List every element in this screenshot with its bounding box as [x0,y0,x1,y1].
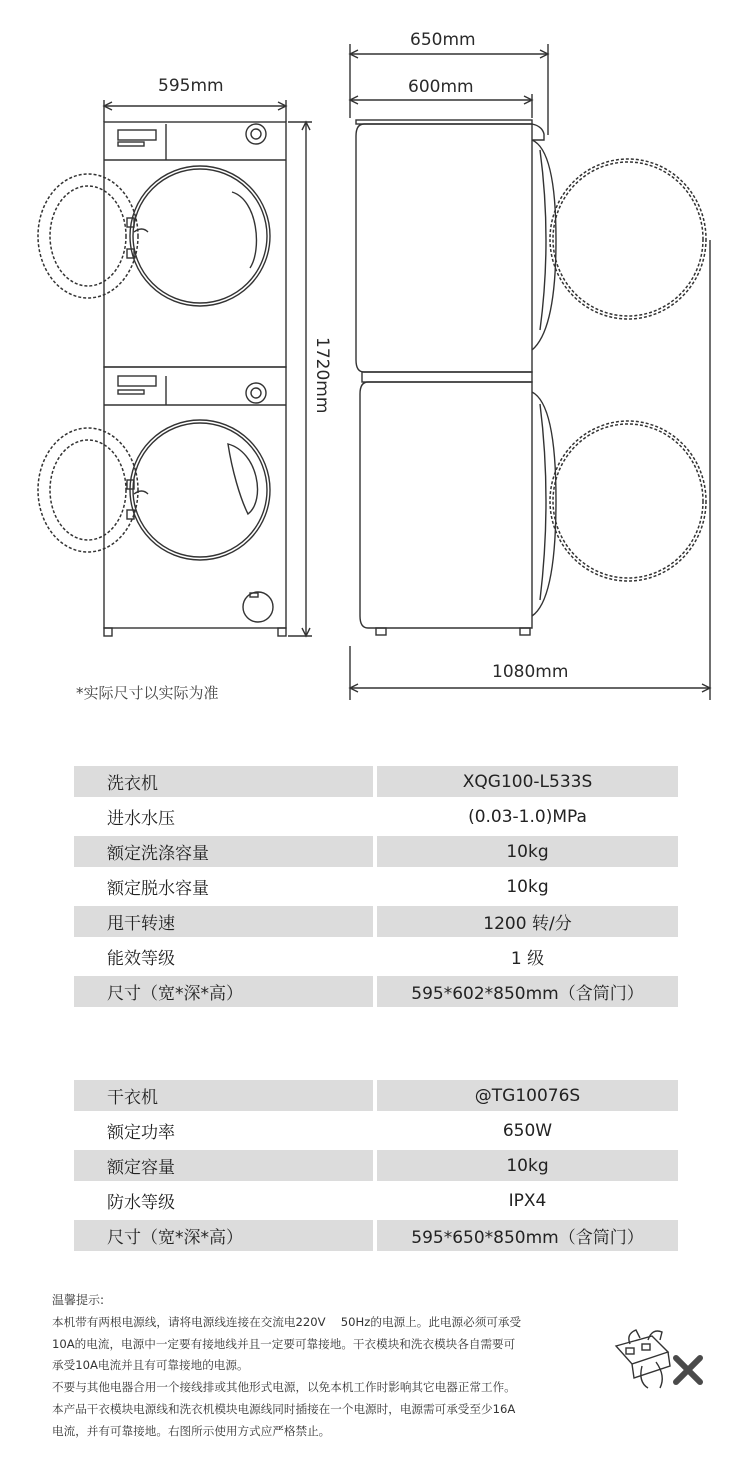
spec-label: 尺寸（宽*深*高） [74,976,373,1007]
warm-tips-line: 本产品干衣模块电源线和洗衣机模块电源线同时插接在一个电源时，电源需可承受至少16A [52,1401,516,1416]
table-row [74,1115,678,1146]
spec-value: 10kg [373,871,678,902]
spec-value: 595*650*850mm（含筒门） [373,1220,678,1251]
table-row [74,941,678,972]
spec-value: 10kg [373,1150,678,1181]
spec-value: 10kg [373,836,678,867]
side-total-depth-label: 650mm [410,30,476,50]
spec-value: XQG100-L533S [373,766,678,797]
spec-value: 595*602*850mm（含筒门） [373,976,678,1007]
table-row [74,1150,678,1181]
spec-label: 防水等级 [74,1185,373,1216]
table-row [74,871,678,902]
spec-label: 额定容量 [74,1150,373,1181]
warm-tips-title: 温馨提示: [52,1293,105,1307]
front-width-label: 595mm [158,76,224,96]
washer-spec-table [74,762,678,1011]
warm-tips [52,1290,604,1443]
open-depth-label: 1080mm [492,662,569,682]
table-row [74,1185,678,1216]
table-row [74,766,678,797]
spec-value: 1200 转/分 [373,906,678,937]
table-row [74,836,678,867]
spec-label: 进水水压 [74,801,373,832]
spec-label: 洗衣机 [74,766,373,797]
warm-tips-line: 承受10A电流并且有可靠接地的电源。 [52,1358,249,1373]
spec-value: 650W [373,1115,678,1146]
spec-label: 尺寸（宽*深*高） [74,1220,373,1251]
plug-prohibited-icon [612,1322,708,1402]
spec-value: 1 级 [373,941,678,972]
warm-tips-line: 本机带有两根电源线，请将电源线连接在交流电220V 50Hz的电源上。此电源必须可承受 [52,1314,522,1329]
spec-label: 额定脱水容量 [74,871,373,902]
spec-value: IPX4 [373,1185,678,1216]
table-row [74,1220,678,1251]
spec-label: 甩干转速 [74,906,373,937]
warm-tips-line: 电流，并有可靠接地。右图所示使用方式应严格禁止。 [52,1423,331,1438]
spec-value: @TG10076S [373,1080,678,1111]
side-body-depth-label: 600mm [408,77,474,97]
height-label: 1720mm [312,337,332,414]
table-row [74,976,678,1007]
warm-tips-line: 不要与其他电器合用一个接线排或其他形式电源，以免本机工作时影响其它电器正常工作。 [52,1380,516,1395]
spec-label: 额定洗涤容量 [74,836,373,867]
spec-label: 能效等级 [74,941,373,972]
table-row [74,906,678,937]
table-row [74,1080,678,1111]
spec-label: 干衣机 [74,1080,373,1111]
spec-value: (0.03-1.0)MPa [373,801,678,832]
table-row [74,801,678,832]
dryer-spec-table [74,1076,678,1255]
warm-tips-line: 10A的电流，电源中一定要有接地线并且一定要可靠接地。干衣模块和洗衣模块各自需要可 [52,1336,516,1351]
dimension-diagram [0,0,750,705]
spec-label: 额定功率 [74,1115,373,1146]
size-note: *实际尺寸以实际为准 [76,684,219,702]
